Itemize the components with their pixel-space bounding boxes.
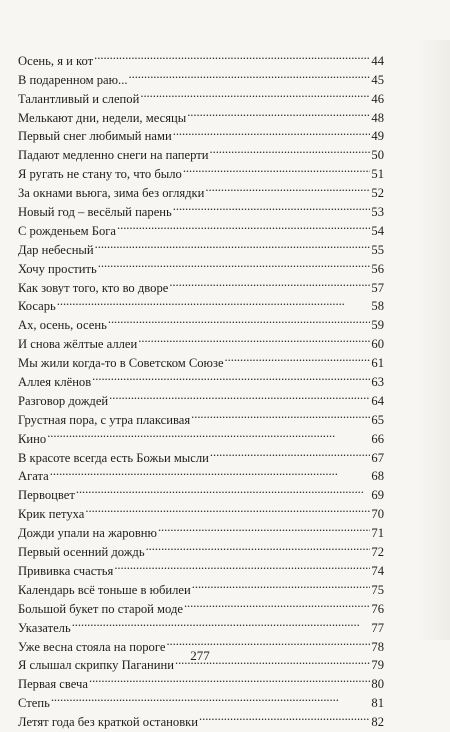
toc-entry bbox=[18, 480, 384, 503]
toc-dot-leader bbox=[51, 688, 371, 707]
toc-entry bbox=[18, 443, 384, 465]
toc-dot-leader bbox=[47, 424, 370, 443]
toc-entry-page: 77 bbox=[371, 620, 384, 635]
toc-entry-page: 59 bbox=[371, 318, 384, 333]
toc-entry-title: Крик петуха bbox=[18, 507, 85, 522]
toc-entry-page: 58 bbox=[371, 299, 384, 314]
toc-dot-leader bbox=[199, 707, 370, 726]
toc-entry-title: Новый год – весёлый парень bbox=[18, 205, 172, 220]
toc-entry-page: 74 bbox=[371, 563, 384, 578]
toc-entry-page: 54 bbox=[371, 223, 384, 238]
toc-entry-title: Дар небесный bbox=[18, 242, 94, 257]
toc-dot-leader bbox=[210, 140, 371, 159]
toc-entry-title: Ах, осень, осень bbox=[18, 318, 107, 333]
toc-entry-page: 80 bbox=[371, 677, 384, 692]
toc-entry-page: 61 bbox=[371, 356, 384, 371]
toc-dot-leader bbox=[173, 122, 371, 141]
toc-entry bbox=[18, 613, 384, 635]
toc-entry-page: 55 bbox=[371, 242, 384, 257]
toc-dot-leader bbox=[191, 405, 370, 424]
toc-dot-leader bbox=[146, 537, 371, 556]
toc-entry-page: 75 bbox=[371, 582, 384, 597]
toc-entry-page: 78 bbox=[371, 639, 384, 654]
toc-entry-title: Степь bbox=[18, 696, 50, 711]
toc-entry-title: Летят года без краткой остановки bbox=[18, 715, 199, 730]
toc-dot-leader bbox=[85, 499, 370, 518]
toc-entry bbox=[18, 292, 384, 314]
toc-entry-title: Первоцвет bbox=[18, 488, 75, 503]
toc-entry-page: 70 bbox=[371, 507, 384, 522]
toc-entry-page: 53 bbox=[371, 205, 384, 220]
toc-entry-title: Первый снег любимый нами bbox=[18, 129, 172, 144]
toc-entry-page: 63 bbox=[371, 375, 384, 390]
toc-entry-title: Первая свеча bbox=[18, 677, 88, 692]
toc-entry-page: 71 bbox=[371, 526, 384, 541]
toc-entry-title: Дожди упали на жаровню bbox=[18, 526, 157, 541]
toc-dot-leader bbox=[117, 216, 370, 235]
toc-dot-leader bbox=[210, 443, 371, 462]
toc-dot-leader bbox=[184, 594, 370, 613]
toc-dot-leader bbox=[183, 159, 371, 178]
toc-entry bbox=[18, 707, 384, 730]
toc-entry-title: С рожденьем Бога bbox=[18, 223, 117, 238]
toc-entry-title: Падают медленно снеги на паперти bbox=[18, 148, 209, 163]
toc-entry-title: Талантливый и слепой bbox=[18, 91, 140, 106]
toc-entry-page: 51 bbox=[371, 167, 384, 182]
toc-entry-page: 82 bbox=[371, 715, 384, 730]
toc-entry-title: Я слышал скрипку Паганини bbox=[18, 658, 174, 673]
toc-entry-title: И снова жёлтые аллеи bbox=[18, 337, 138, 352]
toc-entry bbox=[18, 310, 384, 333]
toc-entry-page: 68 bbox=[371, 469, 384, 484]
toc-entry-title: Календарь всё тоньше в юбилеи bbox=[18, 582, 191, 597]
toc-dot-leader bbox=[169, 273, 370, 292]
toc-entry-title: Аллея клёнов bbox=[18, 375, 92, 390]
toc-dot-leader bbox=[140, 84, 370, 103]
toc-dot-leader bbox=[129, 65, 371, 84]
toc-entry-page: 52 bbox=[371, 186, 384, 201]
toc-entry-title: Агата bbox=[18, 469, 49, 484]
toc-entry-title: Уже весна стояла на пороге bbox=[18, 639, 166, 654]
toc-entry-page: 57 bbox=[371, 280, 384, 295]
toc-entry-title: Кино bbox=[18, 431, 47, 446]
toc-dot-leader bbox=[187, 103, 370, 122]
toc-dot-leader bbox=[89, 669, 370, 688]
toc-entry-page: 56 bbox=[371, 261, 384, 276]
toc-dot-leader bbox=[50, 462, 371, 481]
toc-dot-leader bbox=[205, 178, 370, 197]
toc-entry-title: Я ругать не стану то, что было bbox=[18, 167, 182, 182]
toc-dot-leader bbox=[76, 480, 371, 499]
toc-dot-leader bbox=[94, 46, 370, 65]
table-of-contents bbox=[18, 46, 384, 730]
toc-dot-leader bbox=[92, 367, 370, 386]
toc-entry-title: За окнами вьюга, зима без оглядки bbox=[18, 186, 205, 201]
toc-entry-title: Мы жили когда-то в Советском Союзе bbox=[18, 356, 224, 371]
toc-dot-leader bbox=[98, 254, 371, 273]
toc-dot-leader bbox=[114, 556, 370, 575]
page-number: 277 bbox=[190, 648, 210, 663]
toc-entry-title: Хочу простить bbox=[18, 261, 97, 276]
toc-entry-title: Косарь bbox=[18, 299, 56, 314]
toc-entry bbox=[18, 462, 384, 484]
facing-page-shadow bbox=[416, 40, 450, 640]
toc-dot-leader bbox=[109, 386, 370, 405]
toc-entry-page: 44 bbox=[371, 53, 384, 68]
toc-entry-page: 64 bbox=[371, 393, 384, 408]
toc-entry-page: 49 bbox=[371, 129, 384, 144]
toc-entry-page: 46 bbox=[371, 91, 384, 106]
toc-entry bbox=[18, 688, 384, 711]
toc-dot-leader bbox=[108, 310, 371, 329]
toc-dot-leader bbox=[138, 329, 370, 348]
toc-dot-leader bbox=[225, 348, 371, 367]
toc-entry-title: Мелькают дни, недели, месяцы bbox=[18, 110, 187, 125]
toc-entry-page: 76 bbox=[371, 601, 384, 616]
toc-dot-leader bbox=[158, 518, 370, 537]
toc-entry-title: Грустная пора, с утра плаксивая bbox=[18, 412, 191, 427]
toc-entry-page: 79 bbox=[371, 658, 384, 673]
toc-entry-title: Осень, я и кот bbox=[18, 53, 94, 68]
toc-entry-title: В красоте всегда есть Божьи мысли bbox=[18, 450, 209, 465]
toc-entry-title: В подаренном раю... bbox=[18, 72, 128, 87]
toc-entry-page: 50 bbox=[371, 148, 384, 163]
toc-entry-title: Большой букет по старой моде bbox=[18, 601, 183, 616]
toc-entry bbox=[18, 46, 384, 68]
toc-entry-page: 60 bbox=[371, 337, 384, 352]
toc-entry-title: Как зовут того, кто во дворе bbox=[18, 280, 169, 295]
toc-dot-leader bbox=[72, 613, 371, 632]
toc-entry-page: 67 bbox=[371, 450, 384, 465]
toc-dot-leader bbox=[95, 235, 371, 254]
toc-entry-title: Прививка счастья bbox=[18, 563, 114, 578]
toc-entry-page: 45 bbox=[371, 72, 384, 87]
toc-entry-page: 66 bbox=[371, 431, 384, 446]
toc-entry-title: Указатель bbox=[18, 620, 71, 635]
toc-entry-page: 69 bbox=[371, 488, 384, 503]
toc-entry-title: Разговор дождей bbox=[18, 393, 109, 408]
toc-dot-leader bbox=[173, 197, 371, 216]
toc-entry-title: Первый осенний дождь bbox=[18, 545, 145, 560]
toc-entry-page: 81 bbox=[371, 696, 384, 711]
toc-entry-page: 48 bbox=[371, 110, 384, 125]
toc-dot-leader bbox=[57, 292, 371, 311]
toc-dot-leader bbox=[192, 575, 371, 594]
toc-entry-page: 72 bbox=[371, 545, 384, 560]
toc-entry bbox=[18, 424, 384, 446]
toc-entry-page: 65 bbox=[371, 412, 384, 427]
